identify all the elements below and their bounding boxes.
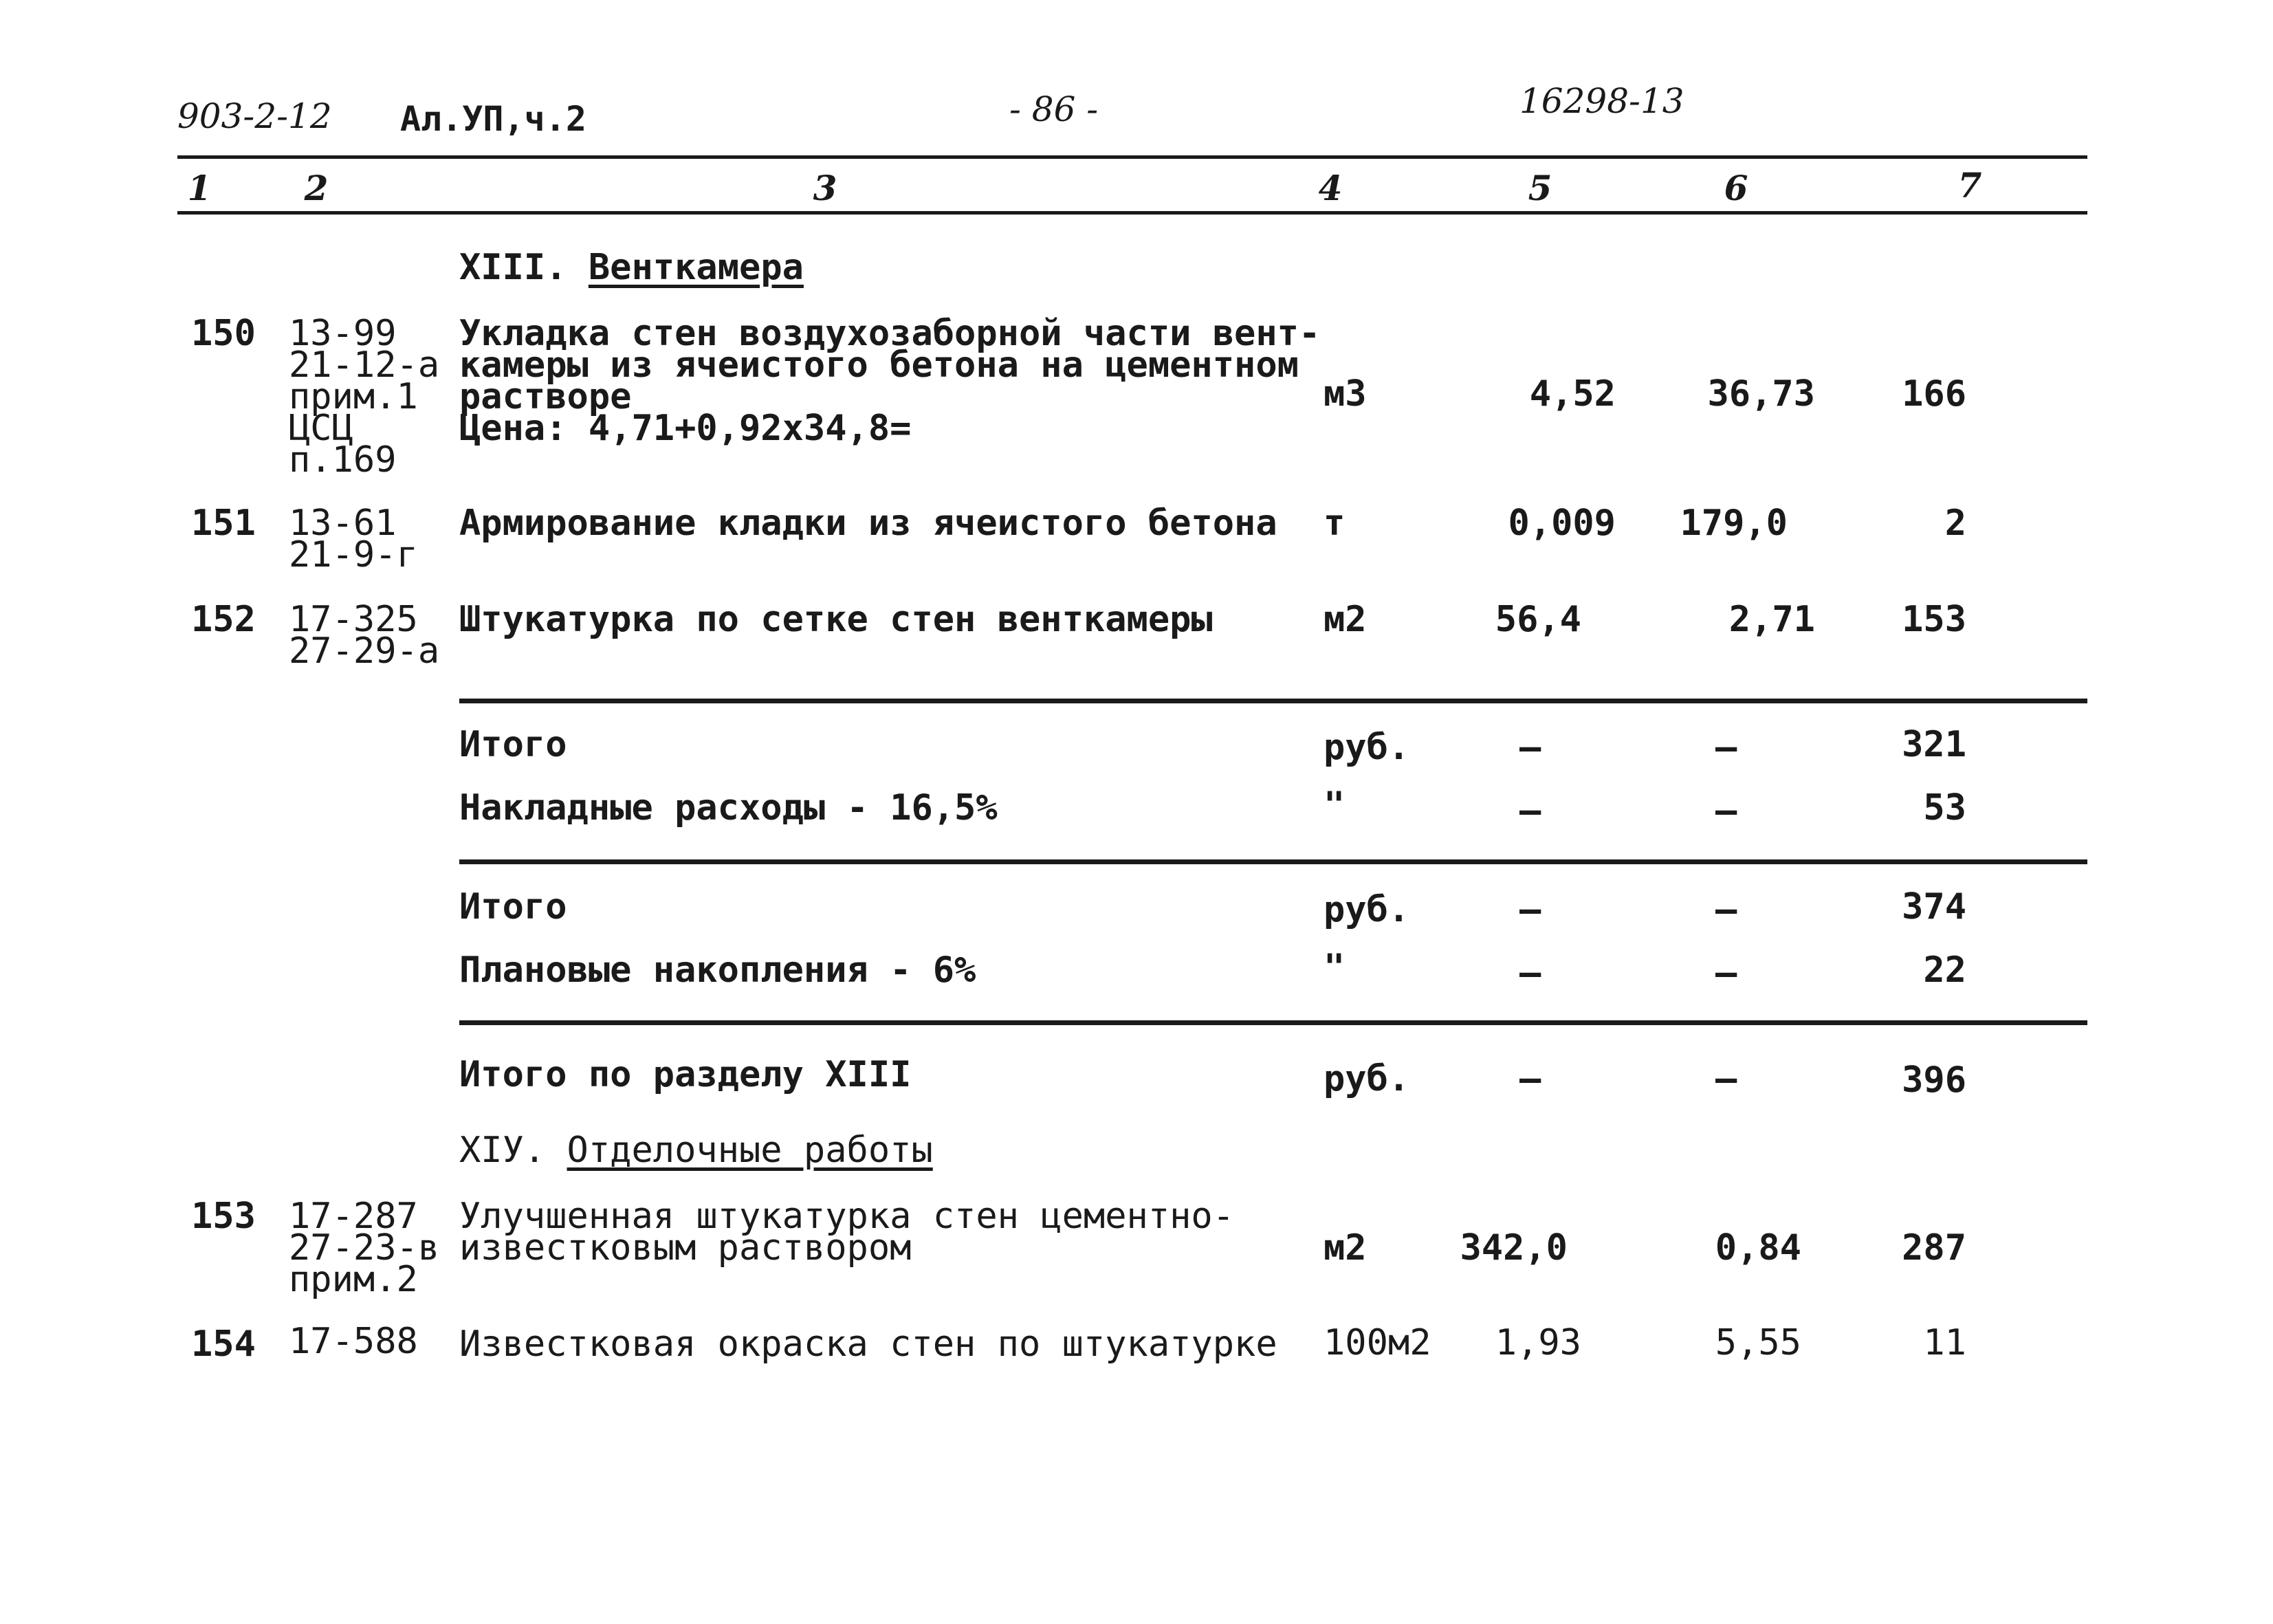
planned-savings-quantity: – xyxy=(1519,952,1541,994)
header-top-rule xyxy=(177,155,2087,159)
itogo-2-total: 374 xyxy=(1902,886,1966,928)
section-13-total-quantity: – xyxy=(1519,1058,1541,1099)
itogo-1-quantity: – xyxy=(1519,727,1541,768)
column-number-1: 1 xyxy=(187,168,212,208)
row-150-number: 150 xyxy=(191,313,256,354)
section-13-number: XIII. xyxy=(459,247,567,288)
overhead-quantity: – xyxy=(1519,790,1541,831)
row-150-quantity: 4,52 xyxy=(1529,373,1616,415)
itogo-1-total: 321 xyxy=(1902,724,1966,765)
row-153-unit-price: 0,84 xyxy=(1715,1227,1801,1269)
overhead-unit: " xyxy=(1324,784,1346,826)
doc-code: 903-2-12 xyxy=(177,96,332,136)
section-14-title xyxy=(459,1130,933,1171)
row-152-total: 153 xyxy=(1902,599,1966,640)
row-151-description: Армирование кладки из ячеистого бетона xyxy=(459,503,1277,544)
header-bottom-rule xyxy=(177,211,2087,215)
section-total-rule xyxy=(459,1020,2087,1025)
row-150-unit-price: 36,73 xyxy=(1707,373,1815,415)
section-13-name: Венткамера xyxy=(588,247,804,288)
row-150-total: 166 xyxy=(1902,373,1966,415)
row-150-description: Укладка стен воздухозаборной части вент- камеры из ячеистого бетона на цементном растворе Цена: 4,71+0,92х34,8= xyxy=(459,313,1321,449)
column-number-7: 7 xyxy=(1957,165,1982,206)
overhead-total: 53 xyxy=(1923,787,1966,829)
subtotal-rule-1 xyxy=(459,699,2087,703)
column-number-2: 2 xyxy=(304,168,329,208)
row-154-total: 11 xyxy=(1923,1322,1966,1363)
section-14-number: XIУ. xyxy=(459,1130,546,1171)
planned-savings-unit: " xyxy=(1324,947,1346,988)
itogo-1-unit-price: – xyxy=(1715,727,1737,768)
section-13-total-value: 396 xyxy=(1902,1060,1966,1101)
page-number: - 86 - xyxy=(1009,89,1099,129)
row-153-code: 17-287 27-23-в прим.2 xyxy=(289,1196,440,1300)
row-153-total: 287 xyxy=(1902,1227,1966,1269)
row-152-quantity: 56,4 xyxy=(1495,599,1581,640)
row-151-unit-price: 179,0 xyxy=(1680,503,1788,544)
row-154-code: 17-588 xyxy=(289,1321,418,1362)
row-152-unit-price: 2,71 xyxy=(1728,599,1815,640)
row-152-number: 152 xyxy=(191,599,256,640)
row-150-unit: м3 xyxy=(1324,373,1367,415)
row-151-code: 13-61 21-9-г xyxy=(289,503,418,575)
row-154-unit: 100м2 xyxy=(1324,1322,1431,1363)
album-reference: Ал.УП,ч.2 xyxy=(400,99,586,139)
column-number-6: 6 xyxy=(1724,168,1748,208)
section-13-total-label: Итого по разделу XIII xyxy=(459,1054,912,1095)
inventory-number: 16298-13 xyxy=(1519,81,1684,121)
row-153-number: 153 xyxy=(191,1196,256,1237)
itogo-2-unit-price: – xyxy=(1715,889,1737,930)
row-153-quantity: 342,0 xyxy=(1460,1227,1568,1269)
section-13-total-unit-price: – xyxy=(1715,1058,1737,1099)
itogo-1-unit: руб. xyxy=(1324,727,1410,768)
column-number-3: 3 xyxy=(813,168,837,208)
row-152-code: 17-325 27-29-а xyxy=(289,599,440,672)
itogo-2-quantity: – xyxy=(1519,889,1541,930)
section-13-total-unit: руб. xyxy=(1324,1058,1410,1099)
itogo-1-label: Итого xyxy=(459,724,567,765)
section-14-name: Отделочные работы xyxy=(567,1130,933,1171)
row-151-unit: т xyxy=(1324,503,1346,544)
row-154-quantity: 1,93 xyxy=(1495,1322,1581,1363)
overhead-label: Накладные расходы - 16,5% xyxy=(459,787,998,829)
itogo-2-label: Итого xyxy=(459,886,567,928)
row-151-number: 151 xyxy=(191,503,256,544)
row-154-number: 154 xyxy=(191,1324,256,1365)
subtotal-rule-2 xyxy=(459,859,2087,864)
itogo-2-unit: руб. xyxy=(1324,889,1410,930)
row-150-code: 13-99 21-12-а прим.1 ЦСЦ п.169 xyxy=(289,313,440,481)
column-number-5: 5 xyxy=(1528,168,1552,208)
row-153-description: Улучшенная штукатурка стен цементно- известковым раствором xyxy=(459,1196,1235,1269)
row-152-unit: м2 xyxy=(1324,599,1367,640)
planned-savings-unit-price: – xyxy=(1715,952,1737,994)
row-151-total: 2 xyxy=(1944,503,1966,544)
row-151-quantity: 0,009 xyxy=(1508,503,1616,544)
section-13-title xyxy=(459,247,804,288)
overhead-unit-price: – xyxy=(1715,790,1737,831)
column-number-4: 4 xyxy=(1318,168,1343,208)
planned-savings-label: Плановые накопления - 6% xyxy=(459,950,976,991)
row-152-description: Штукатурка по сетке стен венткамеры xyxy=(459,599,1213,640)
row-153-unit: м2 xyxy=(1324,1227,1367,1269)
row-154-description: Известковая окраска стен по штукатурке xyxy=(459,1324,1277,1365)
planned-savings-total: 22 xyxy=(1923,950,1966,991)
row-154-unit-price: 5,55 xyxy=(1715,1322,1801,1363)
